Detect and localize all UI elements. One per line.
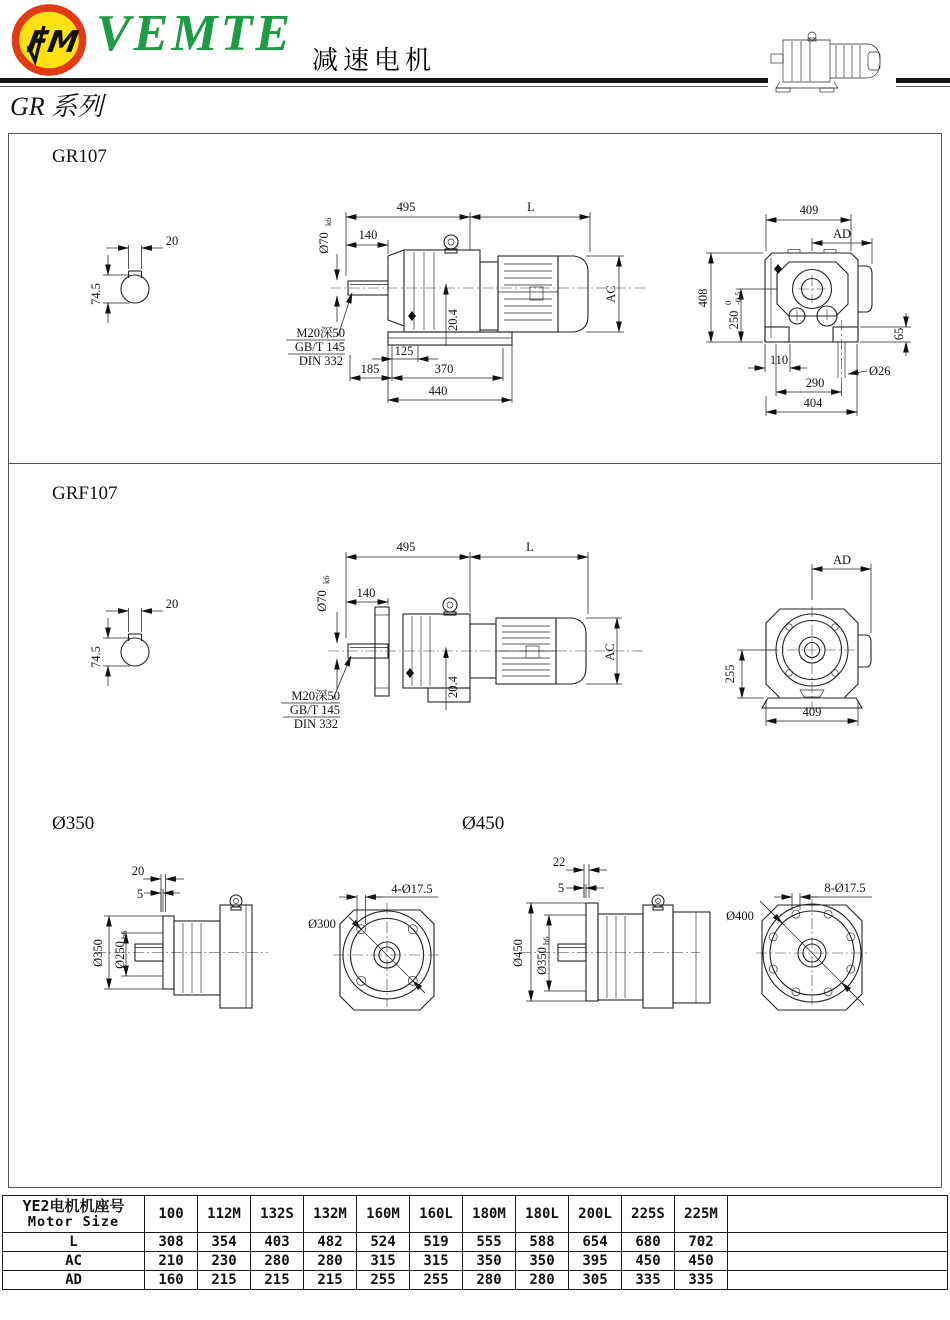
cell: 519	[410, 1233, 463, 1252]
filler-cell	[728, 1196, 948, 1233]
cell: 255	[357, 1271, 410, 1290]
dim-gr107-key-width: 20	[165, 234, 179, 248]
cell: 215	[251, 1271, 304, 1290]
gr107-shaft-section	[89, 234, 178, 323]
dim-gr107-rear-bolt: Ø26	[869, 364, 891, 378]
dim-gr107-shaft-height: 74.5	[89, 283, 103, 305]
logo-glyph: FM	[24, 25, 81, 60]
table-row-AC	[3, 1252, 948, 1271]
cell: 280	[463, 1271, 516, 1290]
dim-grf107-shaft-fit: k6	[321, 575, 331, 584]
series-label: GR 系列	[10, 92, 104, 121]
dim-gr107-rear-ad: AD	[832, 227, 852, 241]
dim-gr107-rear-tolup: 0	[723, 300, 733, 305]
dim-f350-bolt-circle: Ø300	[308, 917, 336, 931]
dim-gr107-key-depth: 20.4	[446, 309, 460, 331]
table-header-cn: YE2电机机座号	[22, 1197, 125, 1215]
dim-grf107-rear-width: 409	[802, 705, 822, 719]
col-header: 132S	[251, 1196, 304, 1233]
dim-gr107-rear-holes: 290	[805, 376, 825, 390]
cell: 588	[516, 1233, 569, 1252]
col-header: 160L	[410, 1196, 463, 1233]
cell: 315	[357, 1252, 410, 1271]
dim-grf107-motor-od: AC	[603, 643, 617, 661]
col-header: 200L	[569, 1196, 622, 1233]
cell: 335	[622, 1271, 675, 1290]
dim-grf107-motor-length: L	[526, 540, 534, 554]
gearmotor-photo-icon	[768, 14, 896, 100]
table-row-AD	[3, 1271, 948, 1290]
col-header: 112M	[198, 1196, 251, 1233]
dim-gr107-rear-toldn: -0.5	[733, 291, 743, 305]
dim-f450-fit: h6	[541, 936, 551, 945]
cell: 215	[304, 1271, 357, 1290]
filler-cell	[728, 1252, 948, 1271]
dim-f350-holes: 4-Ø17.5	[391, 882, 433, 896]
cell: 280	[516, 1271, 569, 1290]
section-title-flange450: Ø450	[462, 813, 505, 834]
note-gr107-std1: GB/T 145	[294, 340, 345, 354]
company-logo-icon	[6, 2, 92, 82]
section-title-grf107: GRF107	[52, 483, 118, 504]
cell: 680	[622, 1233, 675, 1252]
dim-f450-step: 5	[557, 881, 565, 895]
table-row-L	[3, 1233, 948, 1252]
dim-f450-bolt-circle: Ø400	[726, 909, 754, 923]
dim-f350-spigot: Ø250	[113, 941, 127, 969]
cell: 403	[251, 1233, 304, 1252]
cell: 160	[145, 1271, 198, 1290]
col-header: 180L	[516, 1196, 569, 1233]
cell: 280	[304, 1252, 357, 1271]
cell: 215	[198, 1271, 251, 1290]
col-header: 180M	[463, 1196, 516, 1233]
filler-cell	[728, 1271, 948, 1290]
col-header: 160M	[357, 1196, 410, 1233]
dim-grf107-rear-ad: AD	[832, 553, 852, 567]
cell: 450	[675, 1252, 728, 1271]
motor-size-table	[2, 1195, 948, 1290]
dim-grf107-rear-height: 255	[723, 664, 737, 684]
cell: 555	[463, 1233, 516, 1252]
grf107-drawing	[0, 470, 950, 780]
dim-gr107-foot-span: 370	[434, 362, 454, 376]
dim-grf107-shaft-height: 74.5	[89, 646, 103, 668]
gr107-drawing	[0, 140, 950, 460]
dim-grf107-key-width: 20	[165, 597, 179, 611]
flange-drawings	[0, 790, 950, 1185]
filler-cell	[728, 1233, 948, 1252]
flange450-front-view	[726, 881, 872, 1010]
dim-gr107-rear-axis: 250	[727, 310, 741, 330]
col-header: 225M	[675, 1196, 728, 1233]
flange350-side-view	[91, 864, 268, 1008]
flange450-side-view	[511, 855, 710, 1008]
gr107-rear-view	[696, 203, 911, 416]
col-header: 132M	[304, 1196, 357, 1233]
dim-f450-key: 22	[552, 855, 566, 869]
cell: 482	[304, 1233, 357, 1252]
dim-f450-dia: Ø450	[511, 939, 525, 967]
dim-gr107-motor-length: L	[527, 200, 535, 214]
section-divider	[8, 463, 941, 464]
dim-gr107-rear-base: 404	[803, 396, 823, 410]
cell: 354	[198, 1233, 251, 1252]
note-gr107-tap: M20深50	[296, 326, 345, 340]
cell: 450	[622, 1252, 675, 1271]
dim-gr107-rear-off: 110	[769, 353, 789, 367]
dim-gr107-overall: 495	[396, 200, 416, 214]
dim-gr107-rear-foot: 65	[892, 327, 906, 341]
note-gr107-std2: DIN 332	[298, 354, 343, 368]
cell: 350	[463, 1252, 516, 1271]
row-label: AD	[3, 1271, 145, 1290]
cell: 350	[516, 1252, 569, 1271]
cell: 702	[675, 1233, 728, 1252]
cell: 308	[145, 1233, 198, 1252]
grf107-rear-view	[723, 553, 871, 726]
dim-grf107-key-depth: 20.4	[446, 676, 460, 698]
row-label: L	[3, 1233, 145, 1252]
dim-gr107-shaft-length: 140	[358, 228, 378, 242]
dim-gr107-foot-front: 185	[360, 362, 380, 376]
cell: 395	[569, 1252, 622, 1271]
dim-gr107-foot-total: 440	[428, 384, 448, 398]
note-grf107-std2: DIN 332	[293, 717, 338, 731]
cell: 255	[410, 1271, 463, 1290]
row-label: AC	[3, 1252, 145, 1271]
cell: 210	[145, 1252, 198, 1271]
grf107-side-view	[281, 540, 645, 731]
grf107-shaft-section	[89, 597, 178, 686]
dim-gr107-motor-od: AC	[604, 285, 618, 303]
cell: 335	[675, 1271, 728, 1290]
cell: 305	[569, 1271, 622, 1290]
dim-gr107-rear-height: 408	[696, 288, 710, 308]
brand-name: VEMTE	[96, 5, 294, 62]
cell: 230	[198, 1252, 251, 1271]
dim-f350-step: 5	[136, 887, 144, 901]
flange350-front-view	[308, 882, 441, 1010]
dim-f450-holes: 8-Ø17.5	[824, 881, 866, 895]
table-header-row	[3, 1196, 948, 1233]
note-grf107-std1: GB/T 145	[289, 703, 340, 717]
dim-f350-dia: Ø350	[91, 939, 105, 967]
cell: 524	[357, 1233, 410, 1252]
section-title-gr107: GR107	[52, 146, 107, 167]
gr107-side-view	[286, 200, 645, 403]
note-grf107-tap: M20深50	[291, 689, 340, 703]
cell: 654	[569, 1233, 622, 1252]
product-title: 减速电机	[312, 46, 437, 75]
dim-f350-key: 20	[131, 864, 145, 878]
dim-f450-spigot: Ø350	[535, 947, 549, 975]
dim-gr107-foot-slot: 125	[394, 344, 414, 358]
section-title-flange350: Ø350	[52, 813, 95, 834]
col-header: 100	[145, 1196, 198, 1233]
dim-grf107-overall: 495	[396, 540, 416, 554]
dim-gr107-shaft-dia: Ø70	[317, 232, 331, 254]
col-header: 225S	[622, 1196, 675, 1233]
cell: 315	[410, 1252, 463, 1271]
dim-gr107-rear-width: 409	[799, 203, 819, 217]
table-header-motor-size	[3, 1196, 145, 1233]
table-header-en: Motor Size	[27, 1214, 120, 1230]
dim-grf107-shaft-dia: Ø70	[315, 590, 329, 612]
dim-f350-fit: h6	[119, 930, 129, 939]
cell: 280	[251, 1252, 304, 1271]
dim-gr107-shaft-fit: k6	[323, 217, 333, 226]
dim-grf107-shaft-length: 140	[356, 586, 376, 600]
